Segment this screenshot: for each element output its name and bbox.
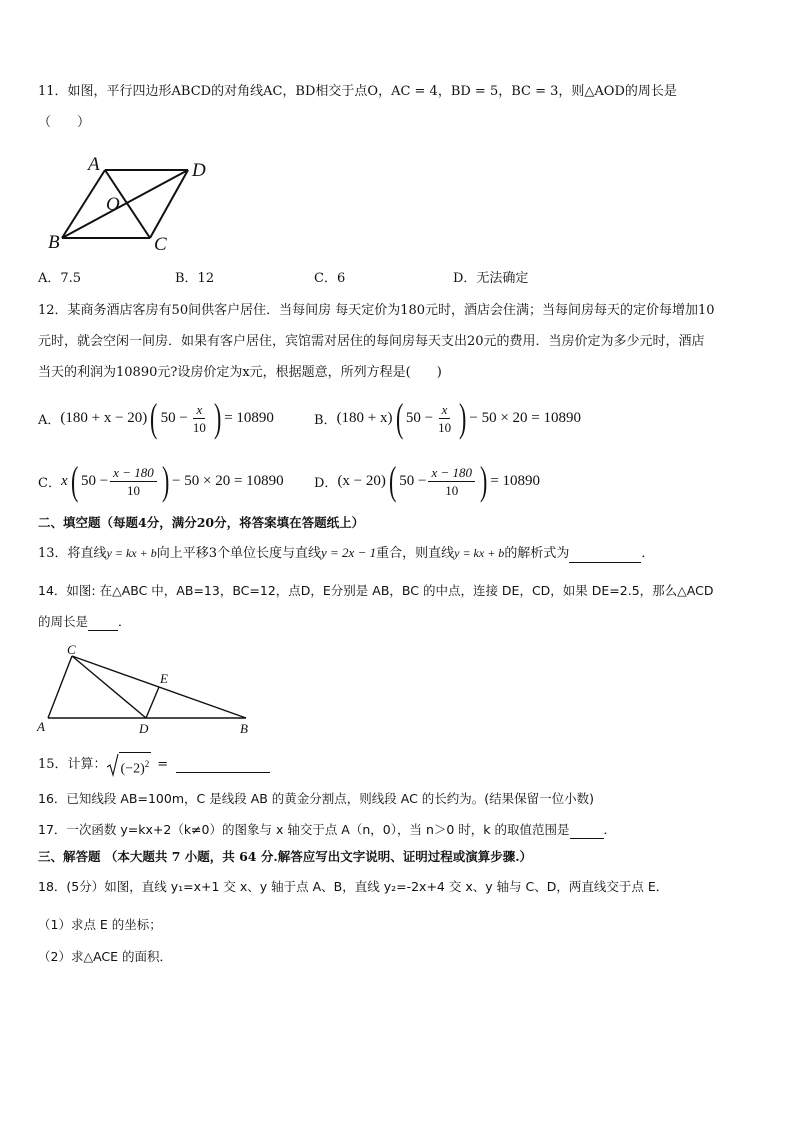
side-ac	[48, 656, 72, 718]
label-d: D	[139, 721, 149, 736]
label-a: A	[88, 154, 100, 175]
label-a: A	[37, 719, 45, 734]
segment-de	[146, 687, 159, 718]
q18-sub1: （1）求点 E 的坐标；	[38, 917, 162, 932]
q11-option-d: D．无法确定	[453, 271, 529, 286]
label-b: B	[240, 721, 248, 736]
q11-option-b: B．12	[175, 271, 215, 286]
segment-cd	[72, 656, 146, 718]
q11-option-c: C．6	[314, 271, 346, 286]
q15-stem: 15．计算： $(-2)^2$ =	[38, 754, 270, 776]
q12-option-c: C． x ( 50 − $\frac{x - 180}{10}$ ) − 50 × 20 = 10890	[38, 458, 284, 503]
section3-title: 三、解答题 （本大题共 7 小题，共 64 分.解答应写出文字说明、证明过程或演算步骤.）	[38, 849, 533, 864]
q11-stem: 11．如图，平行四边形ABCD的对角线AC，BD相交于点O，AC = 4，BD = 5，BC = 3，则△AOD的周长是	[38, 84, 677, 99]
sqrt-sign-icon	[107, 753, 119, 777]
q11-parallelogram-figure	[40, 150, 220, 255]
label-o: O	[106, 194, 120, 215]
label-c: C	[67, 642, 76, 657]
q17-answer-blank[interactable]	[570, 822, 604, 839]
q12-stem-line3: 当天的利润为10890元?设房价定为x元，根据题意，所列方程是( )	[38, 365, 442, 380]
q15-answer-blank[interactable]	[176, 758, 270, 773]
q13-stem: 13．将直线y = kx + b向上平移3个单位长度与直线y = 2x − 1重合，则直线y = kx + b的解析式为 ．	[38, 545, 655, 561]
q14-answer-blank[interactable]	[88, 614, 118, 631]
label-d: D	[192, 160, 206, 181]
q18-stem: 18．(5分）如图，直线 y₁=x+1 交 x、y 轴于点 A、B，直线 y₂=-2x+4 交 x、y 轴与 C、D，两直线交于点 E．	[38, 879, 669, 894]
q18-sub2: （2）求△ACE 的面积．	[38, 949, 172, 964]
q14-stem-line2: 的周长是 ．	[38, 614, 131, 629]
label-b: B	[48, 232, 60, 253]
q14-stem-line1: 14．如图: 在△ABC 中，AB=13，BC=12，点D，E分别是 AB，BC 的中点，连接 DE，CD，如果 DE=2.5，那么△ACD	[38, 583, 714, 598]
q17-stem: 17．一次函数 y=kx+2（k≠0）的图象与 x 轴交于点 A（n，0），当 n＞0 时，k 的取值范围是 ．	[38, 822, 617, 837]
q12-option-b: B． (180 + x) ( 50 − $\frac{x}{10}$ ) − 50 × 20 = 10890	[314, 395, 582, 440]
section2-title: 二、填空题（每题4分，满分20分，将答案填在答题纸上）	[38, 515, 365, 530]
q12-stem-line2: 元时，就会空闲一间房．如果有客户居住，宾馆需对居住的每间房每天支出20元的费用．当房价定为多少元时，酒店	[38, 334, 705, 349]
q13-answer-blank[interactable]	[569, 546, 641, 563]
q12-option-d: D． (x − 20) ( 50 − $\frac{x - 180}{10}$ ) = 10890	[314, 458, 541, 503]
q12-stem-line1: 12．某商务酒店客房有50间供客户居住．当每间房 每天定价为180元时，酒店会住满；当每间房每天的定价每增加10	[38, 303, 715, 318]
q11-option-a: A．7.5	[38, 271, 82, 286]
sqrt-expression: $(-2)^2$	[107, 752, 152, 779]
label-e: E	[160, 671, 168, 686]
q11-answer-paren: （ ）	[38, 115, 91, 130]
q16-stem: 16．已知线段 AB=100m，C 是线段 AB 的黄金分割点，则线段 AC 的长约为。(结果保留一位小数)	[38, 791, 595, 806]
side-ab	[62, 170, 105, 238]
label-c: C	[154, 234, 167, 255]
q12-option-a: A． (180 + x − 20) ( 50 − $\frac{x}{10}$ ) = 10890	[38, 395, 274, 440]
q14-triangle-figure	[34, 640, 264, 736]
